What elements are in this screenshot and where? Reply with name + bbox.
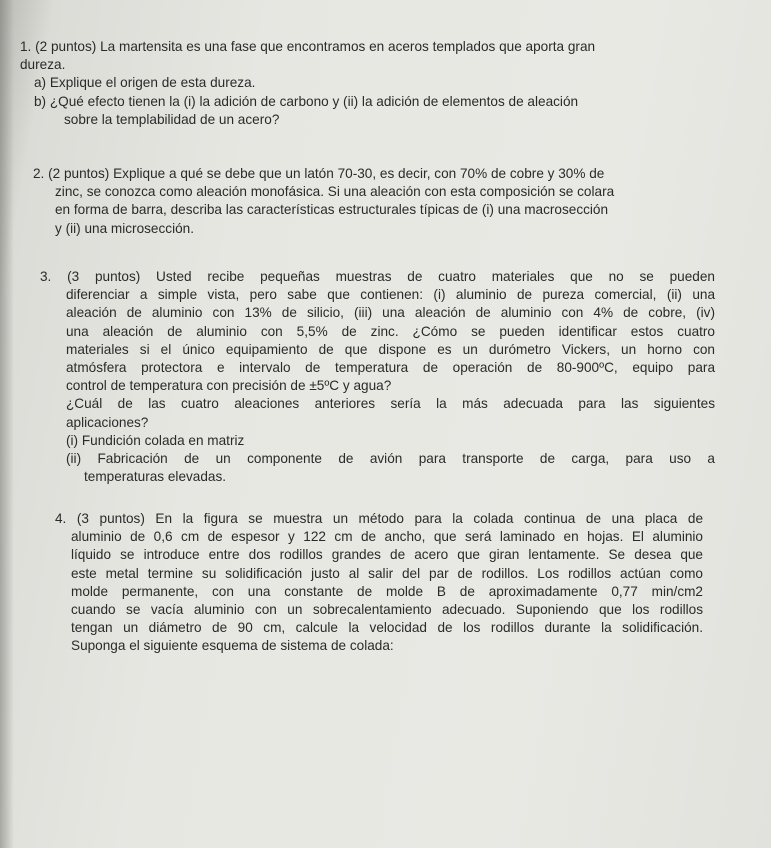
question-2: [33, 165, 723, 238]
question-1-part-a: a) Explique el origen de esta dureza.: [34, 75, 256, 91]
question-4-line: cuando se vacía aluminio con un sobrecalentamiento adecuado. Suponiendo que los rodillos: [71, 602, 703, 618]
question-4-line: tengan un diámetro de 90 cm, calcule la velocidad de los rodillos durante la solidificación.: [71, 620, 703, 636]
question-1-line: 1. (2 puntos) La martensita es una fase que encontramos en aceros templados que aporta gran: [20, 39, 596, 54]
question-4: [55, 510, 703, 656]
question-3-line: atmósfera protectora e intervalo de temperatura de operación de 80-900ºC, equipo para: [66, 360, 715, 376]
page-edge-shadow: [0, 0, 14, 848]
question-3-line: temperaturas elevadas.: [84, 469, 227, 485]
question-4-line: aluminio de 0,6 cm de espesor y 122 cm de ancho, que será laminado en hojas. El aluminio: [71, 529, 703, 545]
question-1-line: dureza.: [20, 57, 66, 73]
question-3-line: ¿Cuál de las cuatro aleaciones anteriores sería la más adecuada para las siguientes: [66, 396, 715, 412]
question-2-line: en forma de barra, describa las características estructurales típicas de (i) una macrosección: [55, 202, 609, 218]
question-2-line: zinc, se conozca como aleación monofásica. Si una aleación con esta composición se colara: [55, 184, 615, 200]
question-3-line: materiales si el único equipamiento de que dispone es un durómetro Vickers, un horno con: [66, 341, 715, 357]
question-3: [40, 268, 715, 486]
question-4-line: líquido se introduce entre dos rodillos grandes de acero que giran lentamente. Se desea que: [71, 547, 703, 563]
question-3-application-i: (i) Fundición colada en matriz: [66, 432, 245, 448]
question-4-line: 4. (3 puntos) En la figura se muestra un método para la colada continua de una placa de: [55, 511, 703, 526]
question-3-line: una aleación de aluminio con 5,5% de zinc. ¿Cómo se pueden identificar estos cuatro: [66, 323, 715, 339]
question-2-line: y (ii) una microsección.: [55, 220, 194, 236]
question-1-part-b: b) ¿Qué efecto tienen la (i) la adición de carbono y (ii) la adición de elementos de aleación: [34, 93, 579, 109]
question-3-line: diferenciar a simple vista, pero sabe que contienen: (i) aluminio de pureza comercial, (ii) una: [66, 287, 715, 303]
question-1: [20, 38, 710, 129]
question-1-line: sobre la templabilidad de un acero?: [64, 111, 280, 127]
question-3-line: 3. (3 puntos) Usted recibe pequeñas muestras de cuatro materiales que no se pueden: [40, 269, 715, 284]
question-4-line: molde permanente, con una constante de molde B de aproximadamente 0,77 min/cm2: [71, 583, 703, 599]
question-3-application-ii: (ii) Fabricación de un componente de avión para transporte de carga, para uso a: [66, 451, 715, 467]
question-4-line: Suponga el siguiente esquema de sistema de colada:: [71, 638, 394, 654]
question-3-line: aplicaciones?: [66, 414, 149, 430]
question-2-line: 2. (2 puntos) Explique a qué se debe que un latón 70-30, es decir, con 70% de cobre y 30% de: [33, 166, 605, 181]
question-3-line: control de temperatura con precisión de ±5ºC y agua?: [66, 378, 392, 394]
question-4-line: este metal termine su solidificación justo al salir del par de rodillos. Los rodillos actúan como: [71, 565, 703, 581]
question-3-line: aleación de aluminio con 13% de silicio, (iii) una aleación de aluminio con 4% de cobre, (iv): [66, 305, 715, 321]
